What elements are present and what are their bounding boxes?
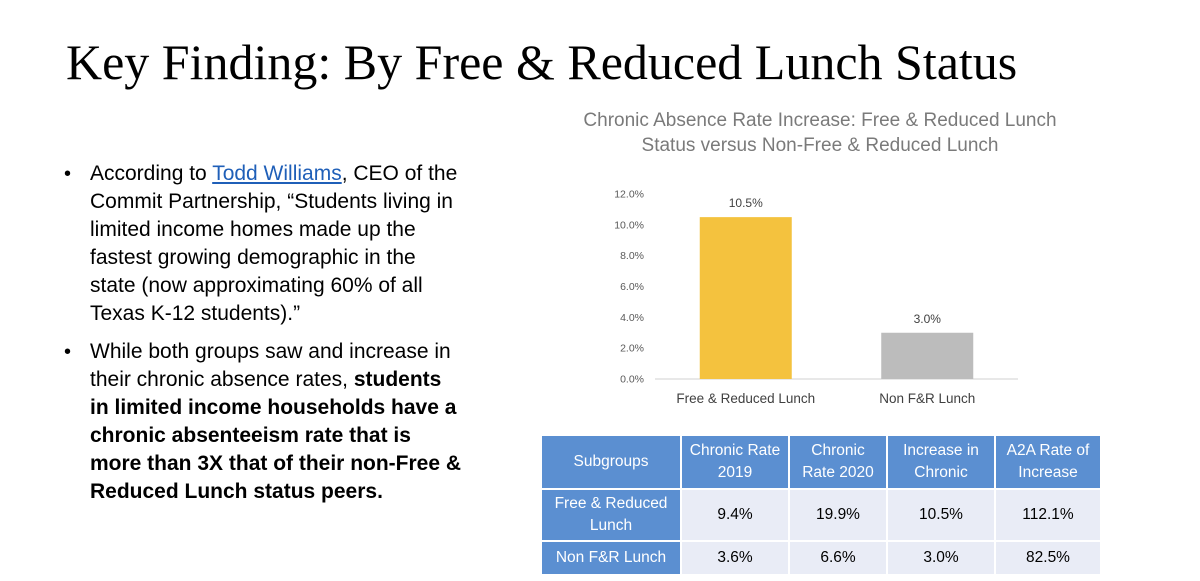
table-header-cell: A2A Rate of Increase	[995, 435, 1101, 489]
bullet-list	[62, 160, 462, 516]
bullet-text: , CEO of the Commit Partnership, “Students living in limited income homes made up the fastest growing demographic in the state (now approximating 60% of all Texas K-12 students).”	[90, 162, 458, 325]
bullet-dot-icon: •	[64, 341, 72, 363]
table-cell: 19.9%	[789, 489, 887, 541]
table-row-label: Free & Reduced Lunch	[541, 489, 681, 541]
table-cell: 9.4%	[681, 489, 789, 541]
bar-data-label: 3.0%	[913, 311, 941, 326]
table-cell: 3.6%	[681, 541, 789, 575]
data-table	[540, 434, 1102, 576]
y-tick-label: 8.0%	[620, 250, 644, 263]
bar	[881, 333, 973, 379]
bullet-bold-text: students in limited income households have a chronic absenteeism rate that is more than 3X that of their non-Free & Reduced Lunch status peers.	[90, 368, 462, 503]
table-row	[541, 541, 1101, 575]
chart-title-line: Chronic Absence Rate Increase: Free & Reduced Lunch	[583, 110, 1057, 131]
x-category-label: Non F&R Lunch	[879, 391, 976, 406]
bar-chart	[540, 180, 1100, 420]
x-category-label: Free & Reduced Lunch	[676, 391, 816, 406]
y-tick-label: 12.0%	[614, 188, 644, 201]
y-tick-label: 6.0%	[620, 281, 644, 293]
chart-title	[548, 108, 1092, 158]
bullet-text: While both groups saw and increase in their chronic absence rates,	[90, 340, 451, 391]
table-cell: 10.5%	[887, 489, 995, 541]
table-cell: 6.6%	[789, 541, 887, 575]
y-tick-label: 4.0%	[620, 311, 644, 324]
bullet-item	[62, 160, 462, 328]
bullet-text: According to	[90, 162, 213, 185]
y-tick-label: 2.0%	[620, 342, 644, 355]
table-cell: 112.1%	[995, 489, 1101, 541]
table-header-cell: Increase in Chronic	[887, 435, 995, 489]
table-cell: 3.0%	[887, 541, 995, 575]
todd-williams-link[interactable]: Todd Williams	[212, 162, 342, 185]
table-header-cell: Subgroups	[541, 435, 681, 489]
bar-data-label: 10.5%	[728, 196, 763, 211]
table-row-label: Non F&R Lunch	[541, 541, 681, 575]
table-row	[541, 489, 1101, 541]
y-tick-label: 0.0%	[620, 373, 644, 386]
bullet-dot-icon: •	[64, 163, 72, 185]
table-header-cell: Chronic Rate 2020	[789, 435, 887, 489]
bar	[700, 217, 792, 379]
slide-title: Key Finding: By Free & Reduced Lunch Status	[66, 34, 1018, 90]
table-cell: 82.5%	[995, 541, 1101, 575]
table-header-row	[541, 435, 1101, 489]
bullet-item	[62, 338, 462, 506]
chart-title-line: Status versus Non-Free & Reduced Lunch	[641, 135, 999, 156]
table-header-cell: Chronic Rate 2019	[681, 435, 789, 489]
y-tick-label: 10.0%	[614, 219, 644, 232]
